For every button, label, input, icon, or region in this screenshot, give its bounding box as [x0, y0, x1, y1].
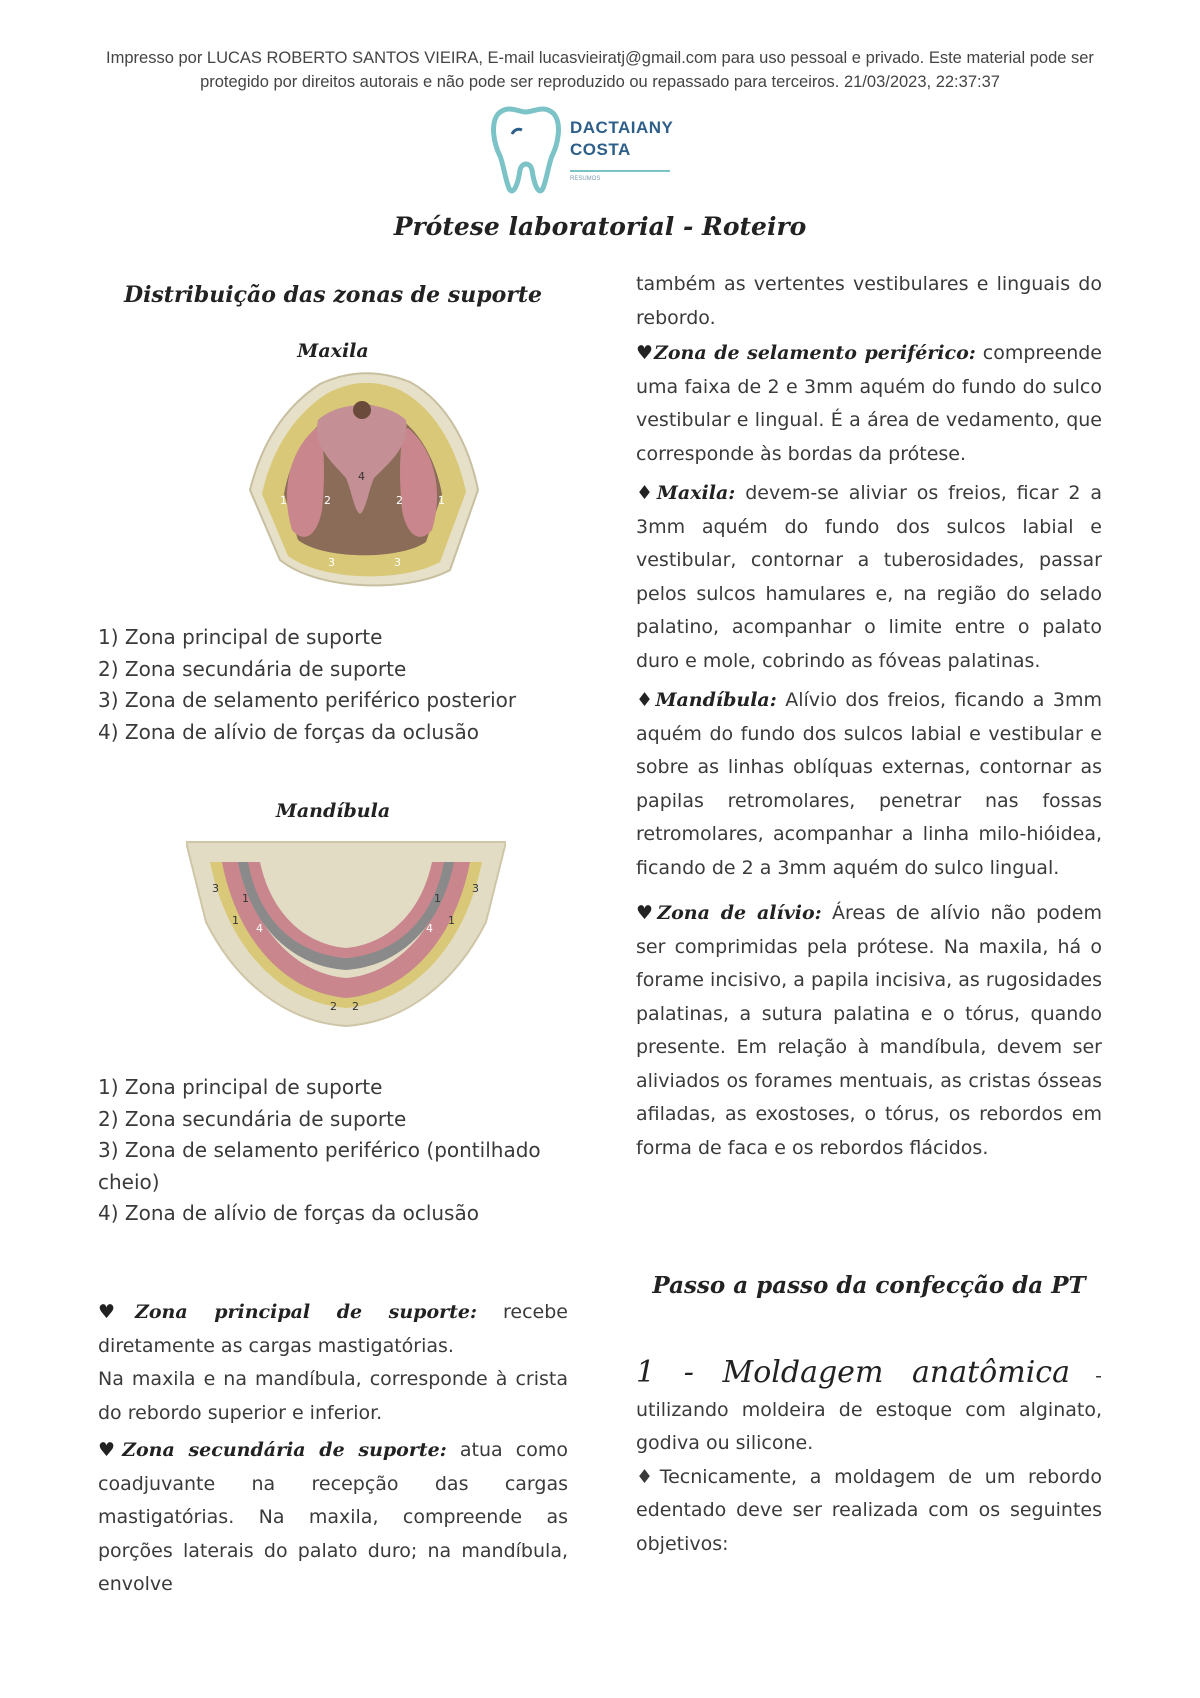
maxila-label: Maxila — [297, 340, 369, 362]
step-1-paragraph — [636, 1356, 1102, 1461]
mandibula-illustration — [186, 832, 506, 1032]
zona-principal-paragraph — [98, 1296, 568, 1363]
step-1-title: Moldagem anatômica — [722, 1355, 1070, 1390]
mandibula-number-1-left-top: 1 — [242, 892, 249, 905]
mandibula-list-item-4: 4) Zona de alívio de forças da oclusão — [98, 1201, 479, 1225]
maxila-number-1-left: 1 — [280, 494, 287, 507]
maxila-list-item-3: 3) Zona de selamento periférico posterior — [98, 688, 517, 712]
passo-heading: Passo a passo da confecção da PT — [652, 1272, 1086, 1299]
mandibula-list-item-1: 1) Zona principal de suporte — [98, 1075, 383, 1099]
mandibula-number-1-right-top: 1 — [434, 892, 441, 905]
tooth-icon — [488, 104, 564, 194]
mandibula-detail-text: Alívio dos freios, ficando a 3mm aquém do fundo dos sulcos labial e vestibular e sobre as linhas oblíquas externas, contornar as papilas retromolares, penetrar nas fossas retromolares, acompanhar a linha milo-hióidea, ficando de 2 a 3mm aquém do sulco lingual. — [636, 689, 1102, 879]
selamento-text: compreende uma faixa de 2 e 3mm aquém do fundo do sulco vestibular e lingual. É a área de vedamento, que corresponde às bordas da prótese. — [636, 342, 1102, 465]
maxila-number-2-left: 2 — [324, 494, 331, 507]
maxila-list — [98, 622, 568, 748]
step-1-text: - utilizando moldeira de estoque com alginato, godiva ou silicone. — [636, 1365, 1102, 1454]
section-title-zonas: Distribuição das zonas de suporte — [123, 282, 543, 308]
step-1-number: 1 - — [636, 1355, 723, 1390]
alivio-heading: ♥Zona de alívio: — [636, 902, 822, 924]
maxila-number-3-left: 3 — [328, 556, 335, 569]
mandibula-detail-paragraph — [636, 684, 1102, 885]
maxila-heading-wrap — [98, 340, 568, 362]
intro-paragraph: também as vertentes vestibulares e linguais do rebordo. — [636, 273, 1102, 329]
maxila-detail-paragraph — [636, 477, 1102, 678]
mandibula-label: Mandíbula — [275, 800, 391, 822]
alivio-paragraph — [636, 897, 1102, 1165]
mandibula-heading-wrap — [98, 800, 568, 822]
maxila-detail-heading: ♦Maxila: — [636, 482, 736, 504]
logo-tagline: RESUMOS — [570, 176, 601, 182]
selamento-paragraph — [636, 337, 1102, 471]
alivio-text: Áreas de alívio não podem ser comprimidas pela prótese. Na maxila, há o forame incisivo, a papila incisiva, as rugosidades palatinas, a sutura palatina e o tórus, quando presente. Em relação à mandíbula, devem ser aliviados os forames mentuais, as cristas ósseas afiladas, as exostoses, o tórus, os rebordos em forma de faca e os rebordos flácidos. — [636, 902, 1103, 1159]
mandibula-number-3-left: 3 — [212, 882, 219, 895]
step-1-bullet: ♦Tecnicamente, a moldagem de um rebordo edentado deve ser realizada com os seguintes objetivos: — [636, 1465, 1102, 1555]
brand-logo — [488, 104, 678, 196]
passo-heading-wrap — [636, 1272, 1102, 1299]
zona-principal-text: recebe diretamente as cargas mastigatórias. — [98, 1301, 568, 1357]
logo-name-line-1: DACTAIANY — [570, 118, 674, 137]
maxila-number-1-right: 1 — [438, 494, 445, 507]
watermark-line-2: protegido por direitos autorais e não pode ser reproduzido ou repassado para terceiros. 21/03/2023, 22:37:37 — [200, 73, 1000, 91]
maxila-number-4: 4 — [358, 470, 365, 483]
mandibula-number-4-left: 4 — [256, 922, 263, 935]
print-watermark — [40, 46, 1160, 94]
right-column — [636, 268, 1102, 1165]
watermark-line-1: Impresso por LUCAS ROBERTO SANTOS VIEIRA, E-mail lucasvieiratj@gmail.com para uso pessoal e privado. Este material pode ser — [106, 49, 1094, 67]
maxila-illustration — [240, 370, 484, 598]
mandibula-number-1-left: 1 — [232, 914, 239, 927]
mandibula-number-3-right: 3 — [472, 882, 479, 895]
maxila-list-item-4: 4) Zona de alívio de forças da oclusão — [98, 719, 479, 744]
selamento-heading: ♥Zona de selamento periférico: — [636, 342, 976, 364]
mandibula-number-1-right: 1 — [448, 914, 455, 927]
mandibula-list-item-2: 2) Zona secundária de suporte — [98, 1106, 407, 1131]
maxila-list-item-1: 1) Zona principal de suporte — [98, 625, 383, 649]
zona-principal-paragraph-2: Na maxila e na mandíbula, corresponde à crista do rebordo superior e inferior. — [98, 1368, 568, 1424]
zona-secundaria-heading: ♥Zona secundária de suporte: — [98, 1439, 447, 1461]
zona-principal-block — [98, 1296, 568, 1602]
mandibula-list — [98, 1072, 568, 1230]
step-1-block — [636, 1356, 1102, 1561]
logo-divider — [570, 170, 670, 172]
zona-secundaria-text: atua como coadjuvante na recepção das cargas mastigatórias. Na maxila, compreende as porções laterais do palato duro; na mandíbula, envolve — [98, 1439, 568, 1595]
mandibula-list-item-3: 3) Zona de selamento periférico (pontilhado — [98, 1138, 541, 1162]
mandibula-number-2-left: 2 — [330, 1000, 337, 1013]
mandibula-number-4-right: 4 — [426, 922, 433, 935]
maxila-number-2-right: 2 — [396, 494, 403, 507]
logo-name-line-2: COSTA — [570, 140, 631, 159]
maxila-number-3-right: 3 — [394, 556, 401, 569]
maxila-detail-text: devem-se aliviar os freios, ficar 2 a 3mm aquém do fundo dos sulcos labial e vestibular, contornar a tuberosidades, passar pelos sulcos hamulares e, na região do selado palatino, acompanhar o limite entre o palato duro e mole, cobrindo as fóveas palatinas. — [636, 482, 1103, 672]
zona-principal-heading: ♥Zona principal de suporte: — [98, 1301, 478, 1323]
zona-secundaria-paragraph — [98, 1434, 568, 1602]
mandibula-list-item-3-cont: cheio) — [98, 1169, 160, 1194]
mandibula-detail-heading: ♦Mandíbula: — [636, 689, 777, 711]
maxila-list-item-2: 2) Zona secundária de suporte — [98, 656, 407, 681]
page-title: Prótese laboratorial - Roteiro — [393, 212, 807, 241]
mandibula-number-2-right: 2 — [352, 1000, 359, 1013]
left-column — [98, 282, 568, 308]
